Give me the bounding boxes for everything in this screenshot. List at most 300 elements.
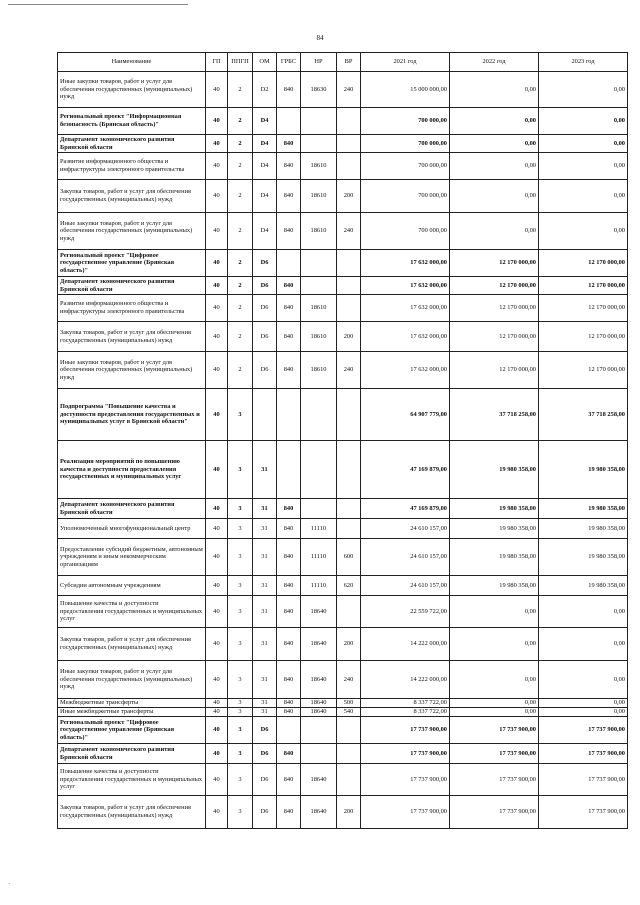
cell-2023: 19 980 358,00 <box>539 499 628 519</box>
table-row <box>58 72 628 108</box>
cell-gp: 40 <box>206 108 228 135</box>
cell-grbs: 840 <box>277 352 301 389</box>
cell-grbs: 840 <box>277 499 301 519</box>
cell-ppgp: 2 <box>228 250 253 277</box>
cell-2022: 0,00 <box>450 628 539 661</box>
cell-2021: 17 737 900,00 <box>361 744 450 764</box>
col-header-2021: 2021 год <box>361 53 450 72</box>
cell-ppgp: 2 <box>228 153 253 180</box>
cell-gp: 40 <box>206 322 228 352</box>
cell-gp: 40 <box>206 213 228 250</box>
cell-2022: 0,00 <box>450 153 539 180</box>
cell-vr: 200 <box>337 628 361 661</box>
cell-om: D4 <box>253 180 277 213</box>
table-row <box>58 717 628 744</box>
cell-vr <box>337 764 361 796</box>
cell-2021: 700 000,00 <box>361 135 450 153</box>
cell-vr: 240 <box>337 213 361 250</box>
cell-grbs <box>277 250 301 277</box>
cell-gp: 40 <box>206 576 228 596</box>
cell-nr: 18640 <box>301 764 337 796</box>
cell-name: Субсидии автономным учреждениям <box>58 576 206 596</box>
cell-2021: 700 000,00 <box>361 153 450 180</box>
cell-2021: 17 632 000,00 <box>361 295 450 322</box>
cell-vr: 240 <box>337 72 361 108</box>
cell-vr <box>337 135 361 153</box>
cell-om: 31 <box>253 519 277 539</box>
cell-vr <box>337 519 361 539</box>
cell-2022: 17 737 900,00 <box>450 717 539 744</box>
cell-om: D6 <box>253 295 277 322</box>
cell-2023: 17 737 900,00 <box>539 744 628 764</box>
cell-gp: 40 <box>206 180 228 213</box>
cell-2021: 8 337 722,00 <box>361 708 450 717</box>
cell-2021: 64 907 779,00 <box>361 389 450 441</box>
cell-nr: 18610 <box>301 322 337 352</box>
table-row <box>58 295 628 322</box>
table-row <box>58 708 628 717</box>
cell-nr: 18640 <box>301 699 337 708</box>
cell-name: Закупка товаров, работ и услуг для обеспечения государственных (муниципальных) нужд <box>58 628 206 661</box>
col-header-ppgp: ППГП <box>228 53 253 72</box>
col-header-vr: ВР <box>337 53 361 72</box>
cell-2023: 19 980 358,00 <box>539 519 628 539</box>
table-row <box>58 180 628 213</box>
cell-vr <box>337 108 361 135</box>
table-row <box>58 389 628 441</box>
cell-name: Региональный проект "Цифровое государственное управление (Брянская область)" <box>58 717 206 744</box>
cell-vr <box>337 250 361 277</box>
cell-gp: 40 <box>206 277 228 295</box>
table-row <box>58 661 628 699</box>
cell-2023: 0,00 <box>539 153 628 180</box>
cell-ppgp: 3 <box>228 596 253 628</box>
cell-2021: 17 737 900,00 <box>361 796 450 829</box>
cell-vr: 600 <box>337 539 361 576</box>
col-header-grbs: ГРБС <box>277 53 301 72</box>
cell-ppgp: 2 <box>228 277 253 295</box>
cell-name: Региональный проект "Цифровое государственное управление (Брянская область)" <box>58 250 206 277</box>
cell-name: Развитие информационного общества и инфраструктуры электронного правительства <box>58 153 206 180</box>
cell-gp: 40 <box>206 389 228 441</box>
cell-grbs: 840 <box>277 744 301 764</box>
cell-vr: 240 <box>337 352 361 389</box>
table-row <box>58 628 628 661</box>
cell-name: Департамент экономического развития Брянской области <box>58 499 206 519</box>
cell-ppgp: 2 <box>228 108 253 135</box>
cell-om: 31 <box>253 661 277 699</box>
cell-2022: 12 170 000,00 <box>450 277 539 295</box>
cell-2022: 12 170 000,00 <box>450 322 539 352</box>
cell-grbs: 840 <box>277 796 301 829</box>
cell-om: D6 <box>253 796 277 829</box>
cell-gp: 40 <box>206 352 228 389</box>
cell-2021: 24 610 157,00 <box>361 539 450 576</box>
cell-2022: 19 980 358,00 <box>450 499 539 519</box>
cell-nr <box>301 277 337 295</box>
cell-gp: 40 <box>206 717 228 744</box>
cell-grbs: 840 <box>277 539 301 576</box>
cell-name: Закупка товаров, работ и услуг для обеспечения государственных (муниципальных) нужд <box>58 322 206 352</box>
cell-nr: 18630 <box>301 72 337 108</box>
table-header-row <box>58 53 628 72</box>
cell-2022: 17 737 900,00 <box>450 796 539 829</box>
cell-2021: 24 610 157,00 <box>361 519 450 539</box>
cell-grbs: 840 <box>277 213 301 250</box>
cell-2023: 19 980 358,00 <box>539 576 628 596</box>
cell-2022: 0,00 <box>450 699 539 708</box>
table-body <box>58 72 628 829</box>
cell-ppgp: 3 <box>228 389 253 441</box>
cell-nr: 18610 <box>301 153 337 180</box>
cell-2023: 19 980 358,00 <box>539 441 628 499</box>
cell-grbs: 840 <box>277 135 301 153</box>
cell-ppgp: 3 <box>228 744 253 764</box>
cell-gp: 40 <box>206 596 228 628</box>
cell-name: Развитие информационного общества и инфраструктуры электронного правительства <box>58 295 206 322</box>
col-header-om: ОМ <box>253 53 277 72</box>
col-header-2022: 2022 год <box>450 53 539 72</box>
cell-gp: 40 <box>206 661 228 699</box>
cell-name: Закупка товаров, работ и услуг для обеспечения государственных (муниципальных) нужд <box>58 180 206 213</box>
cell-nr: 18640 <box>301 708 337 717</box>
cell-nr: 11110 <box>301 576 337 596</box>
cell-name: Иные закупки товаров, работ и услуг для обеспечения государственных (муниципальных) нужд <box>58 661 206 699</box>
cell-om: D4 <box>253 135 277 153</box>
table-row <box>58 596 628 628</box>
cell-om <box>253 389 277 441</box>
cell-2022: 12 170 000,00 <box>450 250 539 277</box>
col-header-2023: 2023 год <box>539 53 628 72</box>
cell-gp: 40 <box>206 796 228 829</box>
cell-grbs: 840 <box>277 322 301 352</box>
cell-ppgp: 3 <box>228 519 253 539</box>
cell-grbs: 840 <box>277 295 301 322</box>
cell-2022: 19 980 358,00 <box>450 441 539 499</box>
cell-2021: 17 632 000,00 <box>361 322 450 352</box>
cell-nr <box>301 717 337 744</box>
cell-2021: 15 000 000,00 <box>361 72 450 108</box>
cell-2023: 0,00 <box>539 708 628 717</box>
cell-name: Подпрограмма "Повышение качества и доступности предоставления государственных и муниципальных услуг в Брянской области" <box>58 389 206 441</box>
table-row <box>58 764 628 796</box>
cell-om: D6 <box>253 322 277 352</box>
cell-ppgp: 2 <box>228 352 253 389</box>
table-row <box>58 322 628 352</box>
cell-ppgp: 2 <box>228 180 253 213</box>
table-row <box>58 796 628 829</box>
cell-vr: 240 <box>337 661 361 699</box>
cell-grbs: 840 <box>277 708 301 717</box>
cell-nr <box>301 135 337 153</box>
cell-om: D4 <box>253 153 277 180</box>
cell-grbs <box>277 441 301 499</box>
cell-nr <box>301 441 337 499</box>
cell-gp: 40 <box>206 135 228 153</box>
cell-name: Департамент экономического развития Брянской области <box>58 744 206 764</box>
table-row <box>58 250 628 277</box>
cell-2023: 17 737 900,00 <box>539 764 628 796</box>
cell-ppgp: 3 <box>228 661 253 699</box>
table-row <box>58 153 628 180</box>
cell-2023: 37 718 258,00 <box>539 389 628 441</box>
cell-vr <box>337 744 361 764</box>
cell-ppgp: 3 <box>228 699 253 708</box>
cell-2021: 700 000,00 <box>361 108 450 135</box>
cell-om: D6 <box>253 764 277 796</box>
cell-ppgp: 2 <box>228 72 253 108</box>
cell-2023: 12 170 000,00 <box>539 295 628 322</box>
table-row <box>58 213 628 250</box>
cell-2022: 0,00 <box>450 661 539 699</box>
cell-name: Повышение качества и доступности предоставления государственных и муниципальных услуг <box>58 596 206 628</box>
cell-vr <box>337 153 361 180</box>
cell-2021: 17 737 900,00 <box>361 717 450 744</box>
table-row <box>58 539 628 576</box>
cell-nr: 18610 <box>301 213 337 250</box>
cell-grbs <box>277 108 301 135</box>
table-row <box>58 499 628 519</box>
cell-name: Закупка товаров, работ и услуг для обеспечения государственных (муниципальных) нужд <box>58 796 206 829</box>
cell-om: 31 <box>253 596 277 628</box>
cell-ppgp: 3 <box>228 499 253 519</box>
table-row <box>58 352 628 389</box>
cell-grbs: 840 <box>277 72 301 108</box>
cell-ppgp: 3 <box>228 539 253 576</box>
cell-name: Реализация мероприятий по повышению качества и доступности предоставления государственных и муниципальных услуг <box>58 441 206 499</box>
cell-2022: 12 170 000,00 <box>450 352 539 389</box>
cell-nr <box>301 108 337 135</box>
cell-om: 31 <box>253 576 277 596</box>
cell-nr <box>301 744 337 764</box>
cell-om: D6 <box>253 277 277 295</box>
cell-2022: 19 980 358,00 <box>450 576 539 596</box>
cell-2023: 17 737 900,00 <box>539 717 628 744</box>
cell-nr: 18610 <box>301 352 337 389</box>
cell-grbs: 840 <box>277 628 301 661</box>
cell-om: 31 <box>253 708 277 717</box>
cell-gp: 40 <box>206 519 228 539</box>
cell-om: 31 <box>253 441 277 499</box>
cell-nr <box>301 499 337 519</box>
cell-name: Региональный проект "Информационная безопасность (Брянская область)" <box>58 108 206 135</box>
cell-2021: 14 222 000,00 <box>361 661 450 699</box>
cell-2022: 19 980 358,00 <box>450 519 539 539</box>
cell-om: D4 <box>253 213 277 250</box>
cell-gp: 40 <box>206 539 228 576</box>
cell-grbs: 840 <box>277 576 301 596</box>
cell-2022: 17 737 900,00 <box>450 764 539 796</box>
cell-2022: 0,00 <box>450 213 539 250</box>
table-row <box>58 519 628 539</box>
cell-2022: 0,00 <box>450 108 539 135</box>
cell-om: D2 <box>253 72 277 108</box>
cell-name: Иные межбюджетные трансферты <box>58 708 206 717</box>
cell-2023: 0,00 <box>539 180 628 213</box>
cell-name: Межбюджетные трансферты <box>58 699 206 708</box>
cell-2021: 47 169 879,00 <box>361 441 450 499</box>
cell-2021: 22 559 722,00 <box>361 596 450 628</box>
cell-2022: 0,00 <box>450 596 539 628</box>
cell-gp: 40 <box>206 250 228 277</box>
cell-nr <box>301 250 337 277</box>
col-header-nr: НР <box>301 53 337 72</box>
cell-nr: 11110 <box>301 519 337 539</box>
cell-nr: 18640 <box>301 628 337 661</box>
cell-nr <box>301 389 337 441</box>
cell-vr <box>337 277 361 295</box>
cell-ppgp: 3 <box>228 441 253 499</box>
cell-2022: 19 980 358,00 <box>450 539 539 576</box>
cell-vr: 200 <box>337 180 361 213</box>
cell-ppgp: 3 <box>228 764 253 796</box>
col-header-name: Наименование <box>58 53 206 72</box>
table-row <box>58 441 628 499</box>
cell-2023: 12 170 000,00 <box>539 250 628 277</box>
cell-2021: 700 000,00 <box>361 213 450 250</box>
cell-grbs: 840 <box>277 764 301 796</box>
cell-om: 31 <box>253 499 277 519</box>
cell-name: Департамент экономического развития Брянской области <box>58 135 206 153</box>
cell-2023: 17 737 900,00 <box>539 796 628 829</box>
cell-gp: 40 <box>206 708 228 717</box>
cell-2021: 8 337 722,00 <box>361 699 450 708</box>
cell-2022: 0,00 <box>450 72 539 108</box>
cell-nr: 18610 <box>301 180 337 213</box>
cell-om: 31 <box>253 699 277 708</box>
cell-nr: 11110 <box>301 539 337 576</box>
cell-2023: 0,00 <box>539 213 628 250</box>
cell-2022: 17 737 900,00 <box>450 744 539 764</box>
table-row <box>58 135 628 153</box>
cell-nr: 18640 <box>301 596 337 628</box>
cell-vr <box>337 295 361 322</box>
cell-nr: 18640 <box>301 796 337 829</box>
cell-vr: 540 <box>337 708 361 717</box>
cell-ppgp: 3 <box>228 796 253 829</box>
cell-ppgp: 2 <box>228 295 253 322</box>
cell-ppgp: 2 <box>228 135 253 153</box>
cell-2022: 37 718 258,00 <box>450 389 539 441</box>
cell-om: D6 <box>253 744 277 764</box>
cell-vr: 500 <box>337 699 361 708</box>
cell-nr: 18640 <box>301 661 337 699</box>
header-rule <box>8 4 188 5</box>
cell-2021: 17 632 000,00 <box>361 277 450 295</box>
cell-2021: 14 222 000,00 <box>361 628 450 661</box>
cell-grbs: 840 <box>277 277 301 295</box>
cell-gp: 40 <box>206 153 228 180</box>
cell-vr: 200 <box>337 796 361 829</box>
cell-ppgp: 3 <box>228 628 253 661</box>
cell-2023: 19 980 358,00 <box>539 539 628 576</box>
budget-table <box>57 52 628 829</box>
table-row <box>58 699 628 708</box>
cell-2021: 24 610 157,00 <box>361 576 450 596</box>
cell-2022: 0,00 <box>450 708 539 717</box>
cell-2023: 0,00 <box>539 628 628 661</box>
cell-gp: 40 <box>206 295 228 322</box>
table-row <box>58 108 628 135</box>
cell-grbs <box>277 389 301 441</box>
cell-ppgp: 3 <box>228 717 253 744</box>
cell-ppgp: 2 <box>228 322 253 352</box>
cell-gp: 40 <box>206 628 228 661</box>
cell-om: D6 <box>253 352 277 389</box>
cell-vr: 620 <box>337 576 361 596</box>
cell-grbs: 840 <box>277 153 301 180</box>
cell-ppgp: 3 <box>228 576 253 596</box>
cell-name: Уполномоченный многофункциональный центр <box>58 519 206 539</box>
cell-2023: 12 170 000,00 <box>539 352 628 389</box>
cell-2023: 0,00 <box>539 72 628 108</box>
cell-vr <box>337 441 361 499</box>
cell-gp: 40 <box>206 699 228 708</box>
cell-vr <box>337 389 361 441</box>
cell-ppgp: 3 <box>228 708 253 717</box>
cell-name: Департамент экономического развития Брянской области <box>58 277 206 295</box>
cell-grbs: 840 <box>277 699 301 708</box>
cell-grbs: 840 <box>277 661 301 699</box>
cell-name: Иные закупки товаров, работ и услуг для обеспечения государственных (муниципальных) нужд <box>58 213 206 250</box>
cell-2022: 0,00 <box>450 180 539 213</box>
cell-2023: 0,00 <box>539 596 628 628</box>
cell-nr: 18610 <box>301 295 337 322</box>
cell-grbs: 840 <box>277 596 301 628</box>
table-row <box>58 744 628 764</box>
cell-2022: 0,00 <box>450 135 539 153</box>
cell-grbs <box>277 717 301 744</box>
cell-gp: 40 <box>206 499 228 519</box>
cell-gp: 40 <box>206 441 228 499</box>
col-header-gp: ГП <box>206 53 228 72</box>
cell-2023: 0,00 <box>539 699 628 708</box>
cell-gp: 40 <box>206 744 228 764</box>
cell-gp: 40 <box>206 72 228 108</box>
table-row <box>58 277 628 295</box>
cell-ppgp: 2 <box>228 213 253 250</box>
cell-2021: 17 632 000,00 <box>361 250 450 277</box>
cell-2022: 12 170 000,00 <box>450 295 539 322</box>
cell-vr <box>337 717 361 744</box>
cell-om: D6 <box>253 250 277 277</box>
cell-name: Иные закупки товаров, работ и услуг для обеспечения государственных (муниципальных) нужд <box>58 352 206 389</box>
cell-2023: 0,00 <box>539 108 628 135</box>
cell-2021: 17 737 900,00 <box>361 764 450 796</box>
cell-2023: 0,00 <box>539 135 628 153</box>
page-number: 84 <box>316 34 324 42</box>
cell-2023: 12 170 000,00 <box>539 277 628 295</box>
cell-vr: 200 <box>337 322 361 352</box>
cell-2023: 12 170 000,00 <box>539 322 628 352</box>
cell-name: Предоставление субсидий бюджетным, автономным учреждениям и иным некоммерческим организациям <box>58 539 206 576</box>
cell-2021: 17 632 000,00 <box>361 352 450 389</box>
cell-om: D6 <box>253 717 277 744</box>
cell-gp: 40 <box>206 764 228 796</box>
cell-grbs: 840 <box>277 519 301 539</box>
margin-mark: · <box>8 880 11 888</box>
cell-grbs: 840 <box>277 180 301 213</box>
cell-om: D4 <box>253 108 277 135</box>
cell-2023: 0,00 <box>539 661 628 699</box>
cell-vr <box>337 596 361 628</box>
cell-vr <box>337 499 361 519</box>
cell-om: 31 <box>253 628 277 661</box>
cell-2021: 47 169 879,00 <box>361 499 450 519</box>
cell-om: 31 <box>253 539 277 576</box>
cell-name: Повышение качества и доступности предоставления государственных и муниципальных услуг <box>58 764 206 796</box>
cell-2021: 700 000,00 <box>361 180 450 213</box>
